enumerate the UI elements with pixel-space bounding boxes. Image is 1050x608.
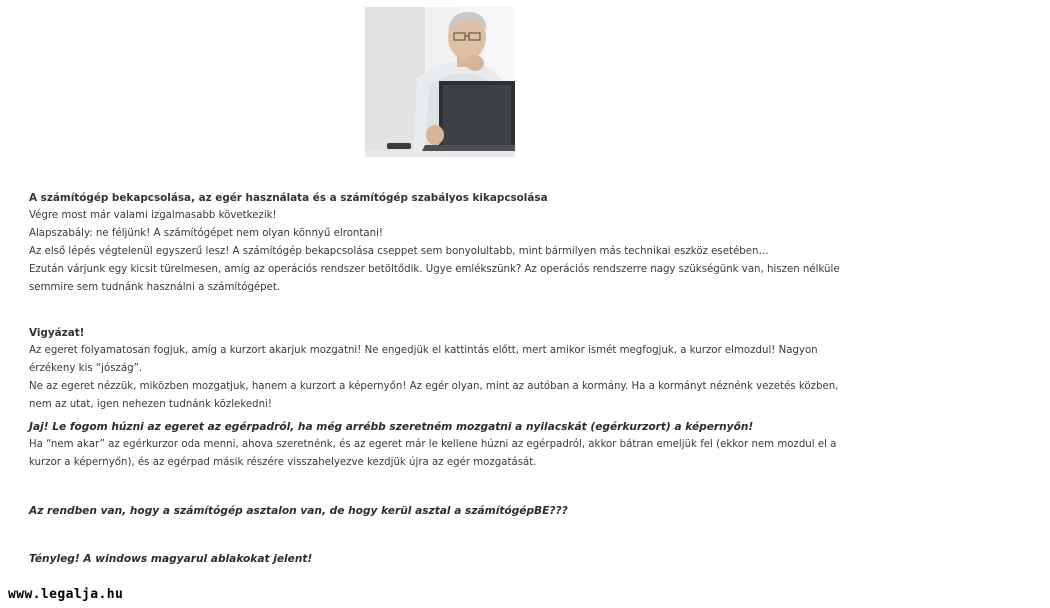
paragraph: Ne az egeret nézzük, miközben mozgatjuk, hanem a kurzort a képernyőn! Az egér olyan, mint az autóban a kormány. Ha a kormányt néznénk vezetés közben, nem az utat, igen nehezen tudnánk közlekedni! bbox=[29, 381, 839, 410]
article-body bbox=[29, 189, 859, 568]
paragraph: Az első lépés végtelenül egyszerű lesz! A számítógép bekapcsolása cseppet sem bonyolultabb, mint bármilyen más technikai eszköz esetében… bbox=[29, 246, 769, 257]
section-subheading: Jaj! Le fogom húzni az egeret az egérpadról, ha még arrébb szeretném mozgatni a nyilacskát (egérkurzort) a képernyőn! bbox=[29, 421, 754, 433]
paragraph: Az egeret folyamatosan fogjuk, amíg a kurzort akarjuk mozgatni! Ne engedjük el kattintás előtt, mert amikor ismét megfogjuk, a kurzor elmozdul! Nagyon érzékeny kis “jószág”. bbox=[29, 345, 818, 374]
paragraph: Ha “nem akar” az egérkurzor oda menni, ahova szeretnénk, és az egeret már le kellene húzni az egérpadról, akkor bátran emeljük fel (ekkor nem mozdul el a kurzor a képernyőn), és az egérpad másik részére visszahelyezve kezdjük újra az egér mozgatását. bbox=[29, 439, 837, 468]
section-heading: A számítógép bekapcsolása, az egér használata és a számítógép szabályos kikapcsolása bbox=[29, 192, 548, 204]
paragraph: Alapszabály: ne féljünk! A számítógépet nem olyan könnyű elrontani! bbox=[29, 228, 383, 239]
man-with-laptop-photo bbox=[365, 7, 515, 157]
paragraph: Ezután várjunk egy kicsit türelmesen, amíg az operációs rendszer betöltődik. Ugye emlékszünk? Az operációs rendszerre nagy szükségünk van, hiszen nélküle semmire sem tudnánk használni a számítógépet. bbox=[29, 264, 840, 293]
site-watermark: www.legalja.hu bbox=[8, 587, 124, 602]
section-subheading: Az rendben van, hogy a számítógép asztalon van, de hogy kerül asztal a számítógépBE??? bbox=[29, 505, 568, 517]
section-heading: Vigyázat! bbox=[29, 327, 85, 339]
paragraph: Végre most már valami izgalmasabb következik! bbox=[29, 210, 277, 221]
section-subheading: Tényleg! A windows magyarul ablakokat jelent! bbox=[29, 553, 313, 565]
photo-illustration bbox=[365, 7, 515, 157]
